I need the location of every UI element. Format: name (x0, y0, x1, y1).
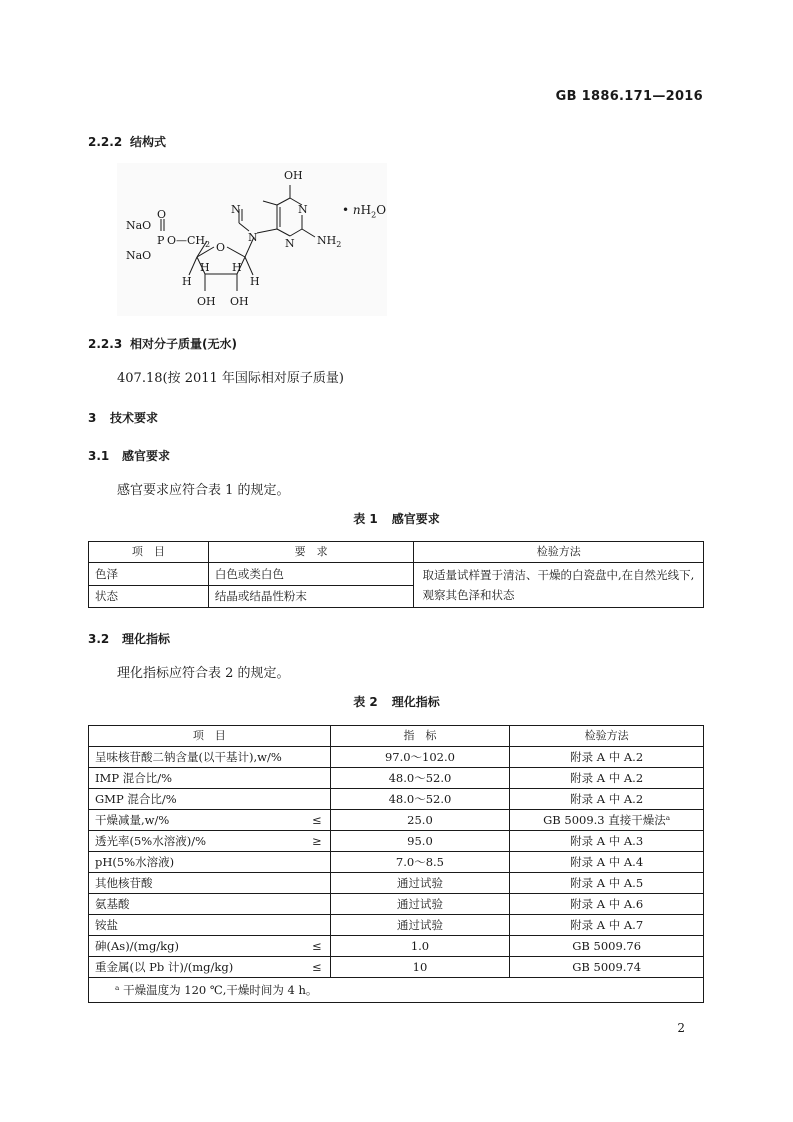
table-row (89, 810, 704, 831)
row-value: 48.0～52.0 (330, 789, 510, 810)
standard-code: GB 1886.171—2016 (555, 89, 703, 104)
row-item: GMP 混合比/% (89, 789, 331, 810)
row-method: 附录 A 中 A.2 (510, 789, 704, 810)
column-header-method: 检验方法 (414, 542, 704, 563)
physicochemical-indicators-table (88, 725, 704, 1003)
label-nao-2: NaO (126, 249, 152, 262)
section-number: 2.2.2 (88, 135, 123, 149)
section-number: 3.1 (88, 449, 110, 463)
label-oh-1: OH (197, 295, 216, 308)
row-value: 通过试验 (330, 873, 510, 894)
section-3-2-heading (88, 630, 170, 647)
section-2-2-3-heading (88, 335, 237, 352)
row-value: 通过试验 (330, 915, 510, 936)
section-3-1-text: 感官要求应符合表 1 的规定。 (117, 483, 290, 498)
column-header-item: 项 目 (89, 726, 331, 747)
row-item: 透光率(5%水溶液)/% ≥ (89, 831, 331, 852)
row-item: 干燥减量,w/% ≤ (89, 810, 331, 831)
table-row (89, 873, 704, 894)
section-title: 相对分子质量(无水) (130, 337, 237, 351)
row-item: 氨基酸 (89, 894, 331, 915)
row-item: 重金属(以 Pb 计)/(mg/kg) ≤ (89, 957, 331, 978)
molecular-weight-text: 407.18(按 2011 年国际相对原子质量) (117, 371, 344, 386)
row-method: 附录 A 中 A.5 (510, 873, 704, 894)
page-number: 2 (677, 1021, 685, 1035)
row-method: 取适量试样置于清洁、干燥的白瓷盘中,在自然光线下,观察其色泽和状态 (414, 563, 704, 608)
row-method: 附录 A 中 A.7 (510, 915, 704, 936)
section-3-1-heading (88, 447, 170, 464)
row-item: IMP 混合比/% (89, 768, 331, 789)
row-method: 附录 A 中 A.2 (510, 768, 704, 789)
label-ring-o: O (216, 241, 226, 254)
section-3-2-text: 理化指标应符合表 2 的规定。 (117, 666, 290, 681)
row-item: 铵盐 (89, 915, 331, 936)
row-method: 附录 A 中 A.2 (510, 747, 704, 768)
row-value: 48.0～52.0 (330, 768, 510, 789)
row-value: 10 (330, 957, 510, 978)
table-row (89, 747, 704, 768)
table-row (89, 563, 704, 586)
row-item: 状态 (89, 585, 209, 608)
sensory-requirements-table (88, 541, 704, 608)
section-title: 理化指标 (122, 632, 171, 646)
table-note-row (89, 978, 704, 1003)
label-n1: N (298, 203, 308, 216)
section-2-2-2-heading (88, 133, 166, 150)
table-1-title: 表 1 感官要求 (353, 512, 440, 526)
label-oh-2: OH (230, 295, 249, 308)
section-title: 技术要求 (110, 411, 159, 425)
column-header-method: 检验方法 (510, 726, 704, 747)
table-header-row (89, 542, 704, 563)
section-number: 3 (88, 411, 97, 425)
row-value: 97.0～102.0 (330, 747, 510, 768)
row-method: GB 5009.74 (510, 957, 704, 978)
structural-formula (117, 163, 387, 316)
label-nh2: $NH_2$ (317, 234, 342, 249)
column-header-requirement: 要 求 (208, 542, 414, 563)
table-row (89, 831, 704, 852)
row-item: 砷(As)/(mg/kg) ≤ (89, 936, 331, 957)
row-value: 25.0 (330, 810, 510, 831)
row-value: 7.0～8.5 (330, 852, 510, 873)
label-o-double: O (157, 208, 167, 221)
table-footnote: ᵃ 干燥温度为 120 ℃,干燥时间为 4 h。 (89, 978, 704, 1003)
table-row (89, 915, 704, 936)
label-nao-1: NaO (126, 219, 152, 232)
label-n7: N (231, 203, 241, 216)
section-3-heading (88, 409, 158, 426)
table-row (89, 789, 704, 810)
row-item: 其他核苷酸 (89, 873, 331, 894)
row-method: 附录 A 中 A.3 (510, 831, 704, 852)
row-item: 呈味核苷酸二钠含量(以干基计),w/% (89, 747, 331, 768)
row-method: 附录 A 中 A.4 (510, 852, 704, 873)
row-method: GB 5009.76 (510, 936, 704, 957)
table-row (89, 936, 704, 957)
column-header-item: 项 目 (89, 542, 209, 563)
hydrate-label: • $nH_2O$ (342, 203, 387, 220)
row-requirement: 白色或类白色 (208, 563, 414, 586)
table-row (89, 852, 704, 873)
label-oh-top: OH (284, 169, 303, 182)
row-value: 1.0 (330, 936, 510, 957)
row-method: GB 5009.3 直接干燥法ᵃ (510, 810, 704, 831)
table-row (89, 768, 704, 789)
label-n3: N (285, 237, 295, 250)
table-row (89, 957, 704, 978)
section-title: 感官要求 (122, 449, 171, 463)
table-2-title: 表 2 理化指标 (353, 695, 440, 709)
row-requirement: 结晶或结晶性粉末 (208, 585, 414, 608)
label-h-4: H (250, 275, 260, 288)
label-h-3: H (182, 275, 192, 288)
table-header-row (89, 726, 704, 747)
table-row (89, 894, 704, 915)
section-title: 结构式 (130, 135, 167, 149)
section-number: 3.2 (88, 632, 110, 646)
label-n9: N (248, 231, 258, 244)
row-value: 95.0 (330, 831, 510, 852)
label-h-2: H (232, 261, 242, 274)
row-method: 附录 A 中 A.6 (510, 894, 704, 915)
row-item: pH(5%水溶液) (89, 852, 331, 873)
row-item: 色泽 (89, 563, 209, 586)
row-value: 通过试验 (330, 894, 510, 915)
label-h-1: H (200, 261, 210, 274)
label-o-ch2: $O—CH_2$ (167, 234, 211, 249)
column-header-indicator: 指 标 (330, 726, 510, 747)
label-p: P (157, 234, 165, 247)
structural-formula-drawing (117, 163, 387, 316)
section-number: 2.2.3 (88, 337, 123, 351)
